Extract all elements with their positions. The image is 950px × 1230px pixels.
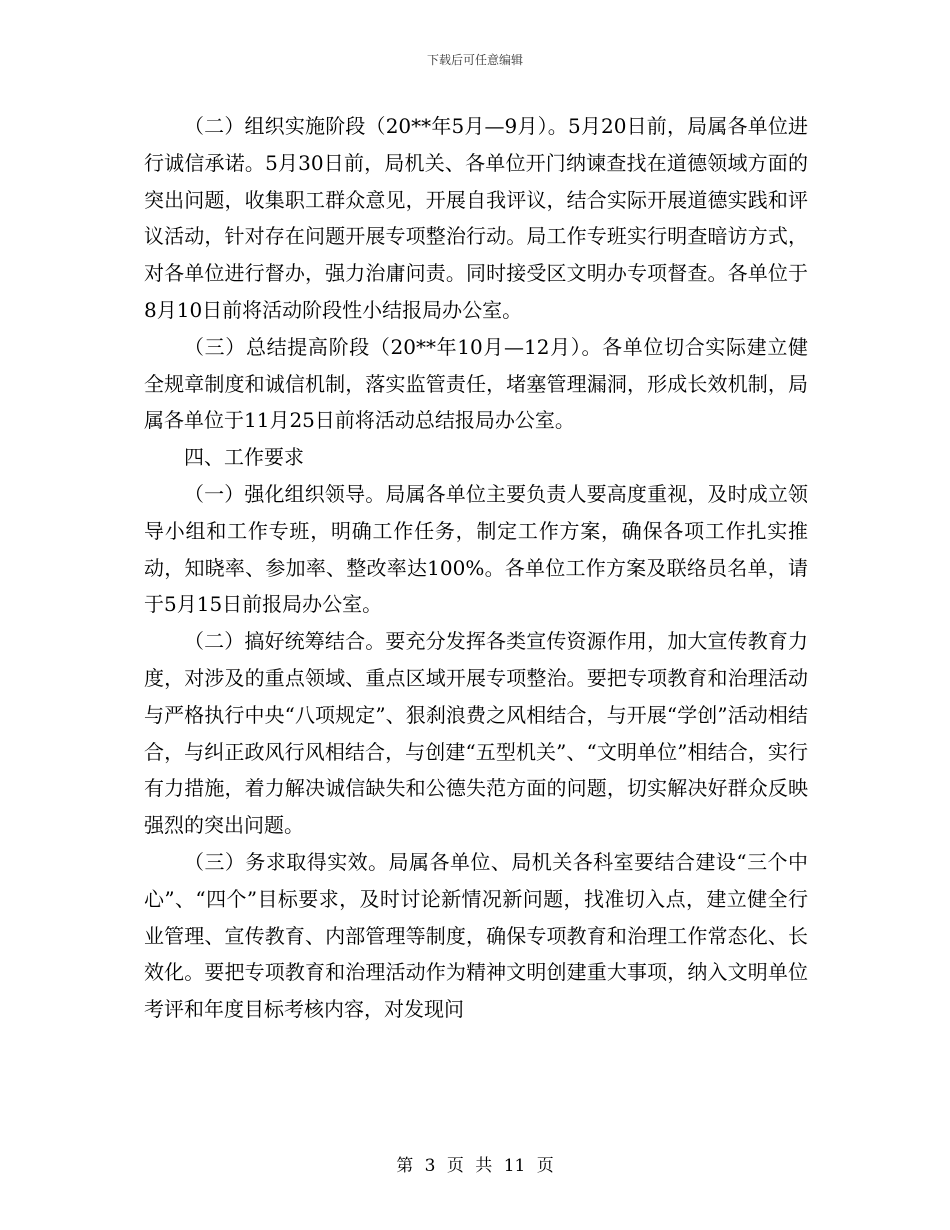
paragraph-organization-leadership: （一）强化组织领导。局属各单位主要负责人要高度重视，及时成立领导小组和工作专班，明确工作任务，制定工作方案，确保各项工作扎实推动，知晓率、参加率、整改率达100%。各单位工作方案及联络员名单，请于5月15日前报局办公室。 — [144, 481, 808, 617]
paragraph-summary-stage: （三）总结提高阶段（20**年10月—12月）。各单位切合实际建立健全规章制度和诚信机制，落实监管责任，堵塞管理漏洞，形成长效机制，局属各单位于11月25日前将活动总结报局办公室。 — [144, 334, 808, 433]
paragraph-coordination: （二）搞好统筹结合。要充分发挥各类宣传资源作用，加大宣传教育力度，对涉及的重点领域、重点区域开展专项整治。要把专项教育和治理活动与严格执行中央“八项规定”、狠刹浪费之风相结合，与开展“学创”活动相结合，与纠正政风行风相结合，与创建“五型机关”、“文明单位”相结合，实行有力措施，着力解决诚信缺失和公德失范方面的问题，切实解决好群众反映强烈的突出问题。 — [144, 629, 808, 838]
paragraph-implementation-stage: （二）组织实施阶段（20**年5月—9月）。5月20日前，局属各单位进行诚信承诺。5月30日前，局机关、各单位开门纳谏查找在道德领域方面的突出问题，收集职工群众意见，开展自我评议，结合实际开展道德实践和评议活动，针对存在问题开展专项整治行动。局工作专班实行明查暗访方式，对各单位进行督办，强力治庸问责。同时接受区文明办专项督查。各单位于8月10日前将活动阶段性小结报局办公室。 — [144, 114, 808, 322]
page-number-footer: 第 3 页 共 11 页 — [396, 1156, 554, 1176]
paragraph-effectiveness: （三）务求取得实效。局属各单位、局机关各科室要结合建设“三个中心”、“四个”目标要求，及时讨论新情况新问题，找准切入点，建立健全行业管理、宣传教育、内部管理等制度，确保专项教育和治理工作常态化、长效化。要把专项教育和治理活动作为精神文明创建重大事项，纳入文明单位考评和年度目标考核内容，对发现问 — [144, 849, 808, 1022]
section-heading-work-requirements: 四、工作要求 — [184, 445, 304, 470]
document-body — [144, 108, 808, 1028]
page-header: 下载后可任意编辑 — [426, 53, 523, 67]
